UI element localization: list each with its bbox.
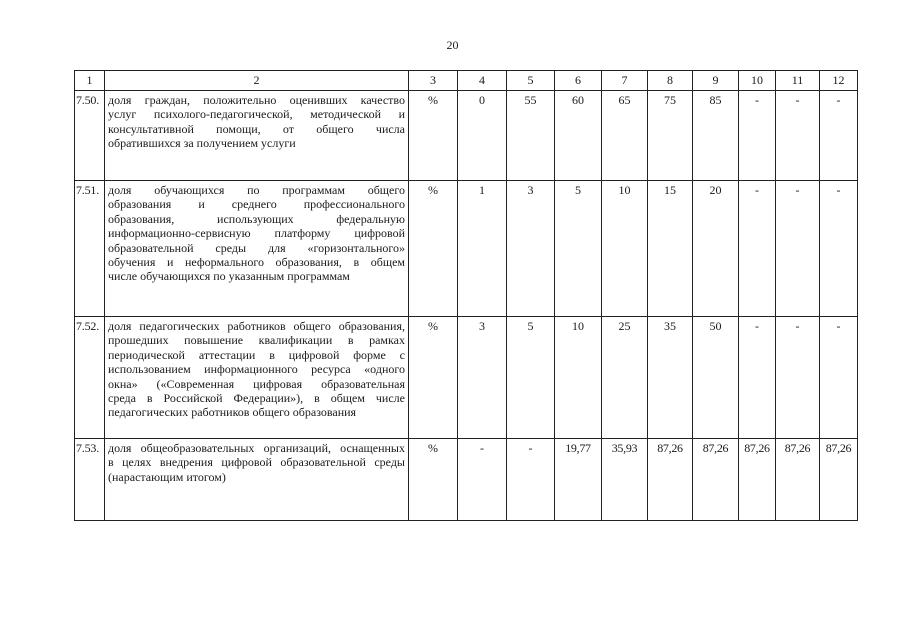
indicator-description [105, 439, 409, 521]
value-cell: 25 [602, 317, 648, 439]
unit-cell: % [409, 317, 458, 439]
unit-cell: % [409, 439, 458, 521]
description-line: в целях внедрения цифровой образовательной среды [108, 455, 405, 470]
table-row [75, 317, 858, 439]
description-line: доля педагогических работников общего образования, [108, 319, 405, 333]
column-number: 7 [602, 71, 648, 91]
column-number: 8 [648, 71, 693, 91]
description-line: образования, использующих федеральную [108, 211, 405, 226]
column-number: 5 [507, 71, 555, 91]
value-cell: - [458, 439, 507, 521]
description-line: консультативной помощи, от общего числа [108, 121, 405, 136]
description-line: услуг психолого-педагогической, методической и [108, 107, 405, 122]
description-line: использованием информационного ресурса «одного [108, 362, 405, 377]
table-row [75, 181, 858, 317]
value-cell: 35 [648, 317, 693, 439]
value-cell: 87,26 [693, 439, 739, 521]
value-cell: - [739, 317, 776, 439]
description-line: доля общеобразовательных организаций, оснащенных [108, 441, 405, 455]
description-line: информационно-сервисную платформу цифровой [108, 226, 405, 241]
value-cell: 0 [458, 91, 507, 181]
indicator-description [105, 91, 409, 181]
description-line: доля обучающихся по программам общего [108, 183, 405, 197]
row-number: 7.52. [75, 317, 105, 439]
column-number: 11 [776, 71, 820, 91]
value-cell: 10 [555, 317, 602, 439]
value-cell: 60 [555, 91, 602, 181]
value-cell: 1 [458, 181, 507, 317]
value-cell: 75 [648, 91, 693, 181]
column-number: 10 [739, 71, 776, 91]
value-cell: 35,93 [602, 439, 648, 521]
column-number: 1 [75, 71, 105, 91]
row-number: 7.51. [75, 181, 105, 317]
column-number: 12 [820, 71, 858, 91]
value-cell: 3 [507, 181, 555, 317]
description-line: прошедших повышение квалификации в рамках [108, 333, 405, 348]
description-line: (нарастающим итогом) [108, 469, 226, 484]
column-number-row [75, 71, 858, 91]
description-line: числе обучающихся по указанным программам [108, 269, 350, 284]
table-body [75, 71, 858, 521]
value-cell: 10 [602, 181, 648, 317]
value-cell: - [820, 91, 858, 181]
value-cell: - [776, 91, 820, 181]
indicator-description [105, 317, 409, 439]
value-cell: 15 [648, 181, 693, 317]
value-cell: - [739, 181, 776, 317]
value-cell: - [507, 439, 555, 521]
value-cell: - [820, 317, 858, 439]
value-cell: 87,26 [776, 439, 820, 521]
value-cell: 87,26 [739, 439, 776, 521]
column-number: 9 [693, 71, 739, 91]
value-cell: 20 [693, 181, 739, 317]
indicator-description [105, 181, 409, 317]
value-cell: 50 [693, 317, 739, 439]
page-number: 20 [446, 38, 459, 52]
value-cell: 87,26 [648, 439, 693, 521]
column-number: 2 [105, 71, 409, 91]
description-line: образовательной среды для «горизонтального» [108, 240, 405, 255]
value-cell: 5 [555, 181, 602, 317]
table-row [75, 91, 858, 181]
value-cell: 19,77 [555, 439, 602, 521]
row-number: 7.50. [75, 91, 105, 181]
value-cell: 65 [602, 91, 648, 181]
value-cell: 5 [507, 317, 555, 439]
description-line: образования и среднего профессионального [108, 197, 405, 212]
value-cell: - [776, 317, 820, 439]
unit-cell: % [409, 181, 458, 317]
description-line: доля граждан, положительно оценивших качество [108, 93, 405, 107]
description-line: окна» («Современная цифровая образовательная [108, 376, 405, 391]
value-cell: 3 [458, 317, 507, 439]
description-line: периодической аттестации в цифровой форме с [108, 347, 405, 362]
value-cell: - [820, 181, 858, 317]
column-number: 6 [555, 71, 602, 91]
unit-cell: % [409, 91, 458, 181]
description-line: среда в Российской Федерации»), в общем числе [108, 391, 405, 406]
value-cell: 85 [693, 91, 739, 181]
table-row [75, 439, 858, 521]
description-line: обучения и неформального образования, в общем [108, 255, 405, 270]
row-number: 7.53. [75, 439, 105, 521]
indicators-table [74, 70, 858, 521]
description-line: обратившихся за получением услуги [108, 136, 296, 151]
value-cell: 55 [507, 91, 555, 181]
value-cell: 87,26 [820, 439, 858, 521]
column-number: 3 [409, 71, 458, 91]
value-cell: - [776, 181, 820, 317]
column-number: 4 [458, 71, 507, 91]
value-cell: - [739, 91, 776, 181]
description-line: педагогических работников общего образования [108, 405, 357, 420]
